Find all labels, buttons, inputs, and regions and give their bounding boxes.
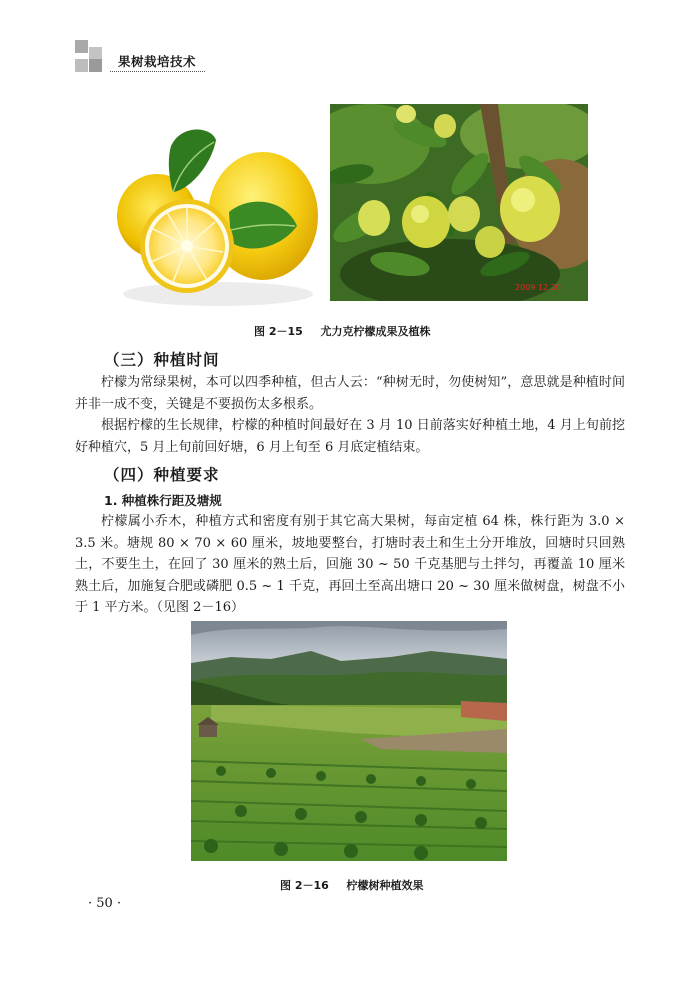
- lemon-orchard-photo: [191, 621, 507, 861]
- figure-2-15-caption: [254, 323, 430, 339]
- figure-2-15-number: 图 2－15: [254, 325, 303, 338]
- header-rule: [110, 71, 205, 72]
- running-header-title: 果树栽培技术: [118, 54, 197, 69]
- subsection-1-heading: 1. 种植株行距及塘规: [104, 493, 222, 508]
- header-decoration: [75, 40, 105, 74]
- lemon-fruit-photo: [111, 104, 326, 312]
- figure-2-16-number: 图 2－16: [280, 879, 329, 892]
- section-3-paragraph-2: 根据柠檬的生长规律，柠檬的种植时间最好在 3 月 10 日前落实好种植土地，4 月上旬前挖好种植穴，5 月上旬前回好塘，6 月上旬至 6 月底定植结束。: [75, 418, 625, 455]
- figure-2-16-caption: [280, 877, 423, 893]
- section-4-paragraph-1: 柠檬属小乔木，种植方式和密度有别于其它高大果树，每亩定植 64 株，株行距为 3.0 × 3.5 米。塘规 80 × 70 × 60 厘米，坡地要整台，打塘时表土和生土分开堆放，回塘时只回熟土，不要生土，在回了 30 厘米的熟土后，回施 30 ~ 50 千克基肥与土拌匀，再覆盖 10 厘米熟土后，加施复合肥或磷肥 0.5 ~ 1 千克，再回土至高出塘口 20 ~ 30 厘米做树盘，树盘不小于 1 平方米。（见图 2－16）: [75, 514, 625, 615]
- section-3-paragraph-1: 柠檬为常绿果树，本可以四季种植，但古人云：“种树无时，勿使树知”，意思就是种植时间并非一成不变，关键是不要损伤太多根系。: [75, 375, 625, 412]
- section-3-heading: （三）种植时间: [104, 351, 220, 369]
- photo-date-stamp: 2009 12 20: [515, 283, 561, 292]
- page-number: · 50 ·: [88, 896, 122, 911]
- section-4-heading: （四）种植要求: [104, 466, 220, 484]
- figure-2-16-title: 柠檬树种植效果: [346, 879, 424, 892]
- figure-2-15-title: 尤力克柠檬成果及植株: [320, 325, 431, 338]
- lemon-tree-photo: [330, 104, 588, 301]
